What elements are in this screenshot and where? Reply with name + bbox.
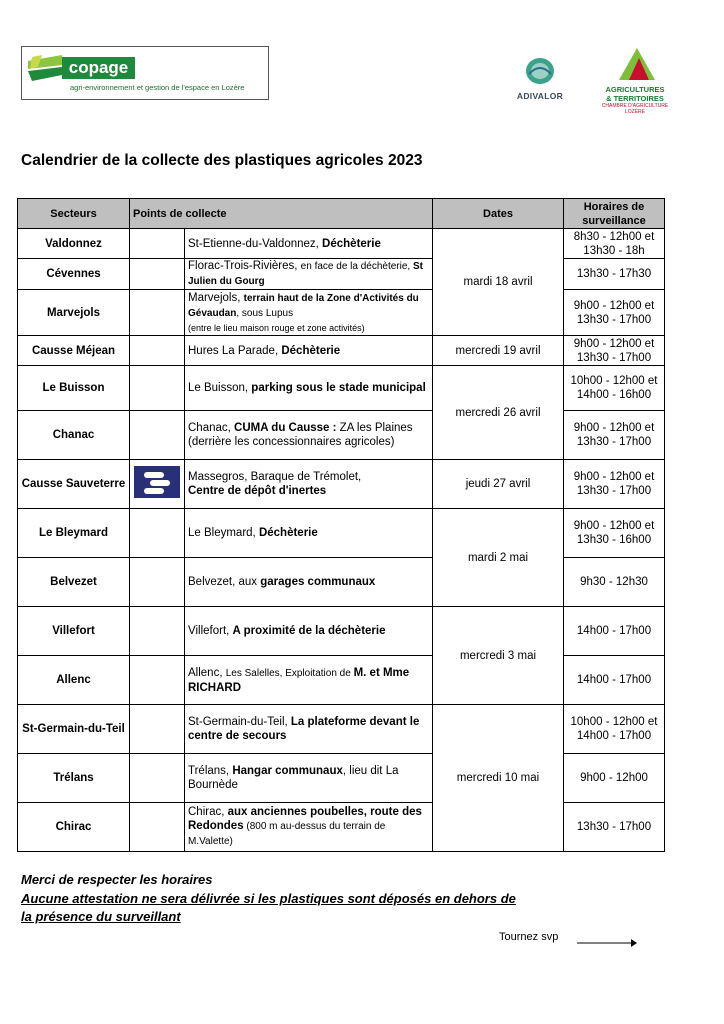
- point-town: Marvejols,: [188, 291, 244, 304]
- sector-cell: Chanac: [18, 411, 130, 460]
- table-row: [18, 229, 665, 259]
- sector-cell: Le Bleymard: [18, 509, 130, 558]
- table-row: [18, 509, 665, 558]
- icon-cell: [130, 705, 185, 754]
- point-town: Belvezet,: [188, 576, 239, 588]
- point-cell: [185, 607, 433, 656]
- hours-cell: [564, 607, 665, 656]
- table-row: [18, 259, 665, 290]
- table-header-row: [18, 199, 665, 229]
- date-cell: mercredi 10 mai: [433, 705, 564, 852]
- hours-cell: [564, 558, 665, 607]
- icon-cell: [130, 290, 185, 336]
- point-site: Déchèterie: [281, 344, 341, 357]
- point-site: Centre de dépôt d'inertes: [188, 485, 327, 497]
- header-dates: Dates: [433, 199, 564, 229]
- table-row: [18, 803, 665, 852]
- hours-cell: [564, 336, 665, 366]
- table-row: [18, 705, 665, 754]
- collection-table: [17, 198, 665, 852]
- icon-cell: [130, 754, 185, 803]
- hours-line: 9h30 - 12h30: [580, 576, 648, 588]
- point-town: Massegros,: [188, 471, 251, 483]
- hours-cell: [564, 803, 665, 852]
- point-town: St-Etienne-du-Valdonnez,: [188, 237, 323, 250]
- point-cell: [185, 411, 433, 460]
- copage-emblem-icon: [28, 55, 62, 81]
- icon-cell: [130, 229, 185, 259]
- hours-cell: [564, 229, 665, 259]
- point-site: parking sous le stade municipal: [251, 382, 426, 394]
- sector-cell: St-Germain-du-Teil: [18, 705, 130, 754]
- point-detail: , sous Lupus: [236, 307, 294, 319]
- hours-cell: [564, 509, 665, 558]
- hours-line: 8h30 - 12h00 et: [573, 230, 655, 243]
- sector-cell: Marvejols: [18, 290, 130, 336]
- table-row: [18, 656, 665, 705]
- copage-tagline: agri-environnement et gestion de l'espace en Lozère: [70, 83, 245, 92]
- hours-line: 13h30 - 17h00: [576, 436, 652, 448]
- point-site: Déchèterie: [258, 527, 318, 539]
- date-cell: mardi 18 avril: [433, 229, 564, 336]
- hours-line: 13h30 - 16h00: [576, 534, 652, 546]
- point-site: Hangar communaux: [232, 765, 343, 777]
- point-site: La plateforme devant le centre de secours: [188, 716, 420, 742]
- point-cell: [185, 229, 433, 259]
- msa-logo-icon: [134, 466, 180, 498]
- hours-line: 13h30 - 17h00: [576, 351, 652, 364]
- point-town: Le Bleymard,: [188, 527, 259, 539]
- icon-cell: [130, 509, 185, 558]
- sector-cell: Trélans: [18, 754, 130, 803]
- hours-line: 10h00 - 12h00 et: [570, 375, 658, 387]
- point-detail: en face de la déchèterie,: [300, 261, 413, 272]
- point-cell: [185, 705, 433, 754]
- header-horaires: Horaires de surveillance: [564, 199, 665, 229]
- header-secteurs: Secteurs: [18, 199, 130, 229]
- agri-triangle-icon: [615, 46, 655, 80]
- icon-cell: [130, 656, 185, 705]
- header-points: Points de collecte: [130, 199, 433, 229]
- icon-cell: [130, 558, 185, 607]
- sector-cell: Cévennes: [18, 259, 130, 290]
- icon-cell: [130, 336, 185, 366]
- adivalor-logo: [505, 56, 575, 101]
- icon-cell: [130, 366, 185, 411]
- point-site: M. et Mme RICHARD: [188, 666, 410, 694]
- agri-line-1: AGRICULTURES: [605, 85, 665, 94]
- point-town: Le Buisson,: [188, 382, 252, 394]
- point-note: (derrière les concessionnaires agricoles): [188, 436, 395, 448]
- point-cell: [185, 803, 433, 852]
- table-row: [18, 460, 665, 509]
- point-town: Hures La Parade,: [188, 344, 282, 357]
- hours-line: 9h00 - 12h00 et: [573, 520, 655, 532]
- point-cell: [185, 558, 433, 607]
- point-town: Villefort,: [188, 625, 233, 637]
- hours-cell: [564, 259, 665, 290]
- point-town: Chanac,: [188, 422, 235, 434]
- point-detail: (800 m au-dessus du terrain de M.Valette): [188, 821, 386, 847]
- point-town: Chirac,: [188, 806, 228, 818]
- hours-line: 13h30 - 18h: [583, 244, 645, 257]
- hours-line: 9h00 - 12h00 et: [573, 471, 655, 483]
- adivalor-name: ADIVALOR: [516, 91, 564, 101]
- page-title: Calendrier de la collecte des plastiques agricoles 2023: [21, 152, 423, 169]
- agri-line-3: CHAMBRE D'AGRICULTURE: [601, 103, 669, 109]
- table-row: [18, 290, 665, 336]
- agri-line-4: LOZÈRE: [624, 109, 645, 115]
- hours-line: 14h00 - 17h00: [576, 625, 652, 637]
- icon-cell: [130, 259, 185, 290]
- hours-line: 13h30 - 17h30: [576, 268, 652, 280]
- footer-notice-2: Aucune attestation ne sera délivrée si les plastiques sont déposés en dehors de: [21, 891, 516, 906]
- hours-cell: [564, 290, 665, 336]
- date-cell: mercredi 3 mai: [433, 607, 564, 705]
- table-row: [18, 754, 665, 803]
- point-site: St Julien du Gourg: [188, 261, 423, 287]
- point-town: St-Germain-du-Teil,: [188, 716, 291, 728]
- table-row: [18, 558, 665, 607]
- sector-cell: Villefort: [18, 607, 130, 656]
- point-cell: [185, 656, 433, 705]
- hours-cell: [564, 705, 665, 754]
- point-site: CUMA du Causse :: [234, 422, 337, 434]
- sector-cell: Valdonnez: [18, 229, 130, 259]
- point-cell: [185, 460, 433, 509]
- turn-page-label: Tournez svp: [499, 931, 559, 943]
- point-town: Trélans,: [188, 765, 233, 777]
- hours-cell: [564, 366, 665, 411]
- sector-cell: Chirac: [18, 803, 130, 852]
- copage-logo: [21, 46, 269, 100]
- date-cell: mardi 2 mai: [433, 509, 564, 607]
- hours-line: 13h30 - 17h00: [576, 313, 652, 326]
- hours-line: 14h00 - 17h00: [576, 674, 652, 686]
- sector-cell: Allenc: [18, 656, 130, 705]
- table-row: [18, 411, 665, 460]
- footer-notice-3: la présence du surveillant: [21, 909, 181, 924]
- sector-cell: Causse Méjean: [18, 336, 130, 366]
- hours-cell: [564, 656, 665, 705]
- footer-notice-1: Merci de respecter les horaires: [21, 872, 213, 887]
- table-row: [18, 366, 665, 411]
- adivalor-globe-icon: [523, 56, 557, 86]
- point-detail: Baraque de Trémolet,: [250, 471, 362, 483]
- point-detail: Les Salelles, Exploitation de: [225, 667, 354, 679]
- point-cell: [185, 509, 433, 558]
- point-cell: [185, 754, 433, 803]
- copage-wordmark: copage: [62, 57, 135, 79]
- icon-cell: [130, 607, 185, 656]
- hours-line: 9h00 - 12h00 et: [573, 299, 655, 312]
- date-cell: mercredi 19 avril: [433, 336, 564, 366]
- icon-cell: [130, 411, 185, 460]
- hours-line: 14h00 - 16h00: [576, 389, 652, 401]
- point-note: (entre le lieu maison rouge et zone activités): [188, 322, 365, 333]
- chambre-agriculture-logo: [598, 46, 672, 115]
- point-detail: ZA les Plaines: [336, 422, 413, 434]
- point-detail: , lieu dit La Bournède: [188, 765, 399, 791]
- sector-cell: Belvezet: [18, 558, 130, 607]
- hours-line: 9h00 - 12h00 et: [573, 422, 655, 434]
- arrow-right-icon: [577, 938, 637, 948]
- date-cell: jeudi 27 avril: [433, 460, 564, 509]
- point-town: Florac-Trois-Rivières,: [188, 260, 301, 272]
- point-site: garages communaux: [260, 576, 376, 588]
- point-cell: [185, 290, 433, 336]
- agri-line-2: & TERRITOIRES: [606, 94, 664, 103]
- hours-line: 10h00 - 12h00 et: [570, 716, 658, 728]
- point-site: aux anciennes poubelles, route des Redondes: [188, 806, 422, 832]
- point-town: Allenc,: [188, 666, 226, 679]
- hours-cell: [564, 460, 665, 509]
- hours-cell: [564, 411, 665, 460]
- point-site: A proximité de la déchèterie: [232, 625, 386, 637]
- sector-cell: Causse Sauveterre: [18, 460, 130, 509]
- hours-line: 9h00 - 12h00 et: [573, 337, 655, 350]
- sector-cell: Le Buisson: [18, 366, 130, 411]
- hours-cell: [564, 754, 665, 803]
- point-cell: [185, 259, 433, 290]
- point-detail: aux: [238, 576, 261, 588]
- hours-line: 9h00 - 12h00: [580, 772, 648, 784]
- point-site: terrain haut de la Zone d'Activités du Gévaudan: [188, 292, 419, 319]
- icon-cell: [130, 803, 185, 852]
- hours-line: 14h00 - 17h00: [576, 730, 652, 742]
- point-site: Déchèterie: [322, 237, 381, 250]
- table-row: [18, 607, 665, 656]
- point-cell: [185, 336, 433, 366]
- date-cell: mercredi 26 avril: [433, 366, 564, 460]
- hours-line: 13h30 - 17h00: [576, 821, 652, 833]
- icon-cell: [130, 460, 185, 509]
- table-row: [18, 336, 665, 366]
- hours-line: 13h30 - 17h00: [576, 485, 652, 497]
- point-cell: [185, 366, 433, 411]
